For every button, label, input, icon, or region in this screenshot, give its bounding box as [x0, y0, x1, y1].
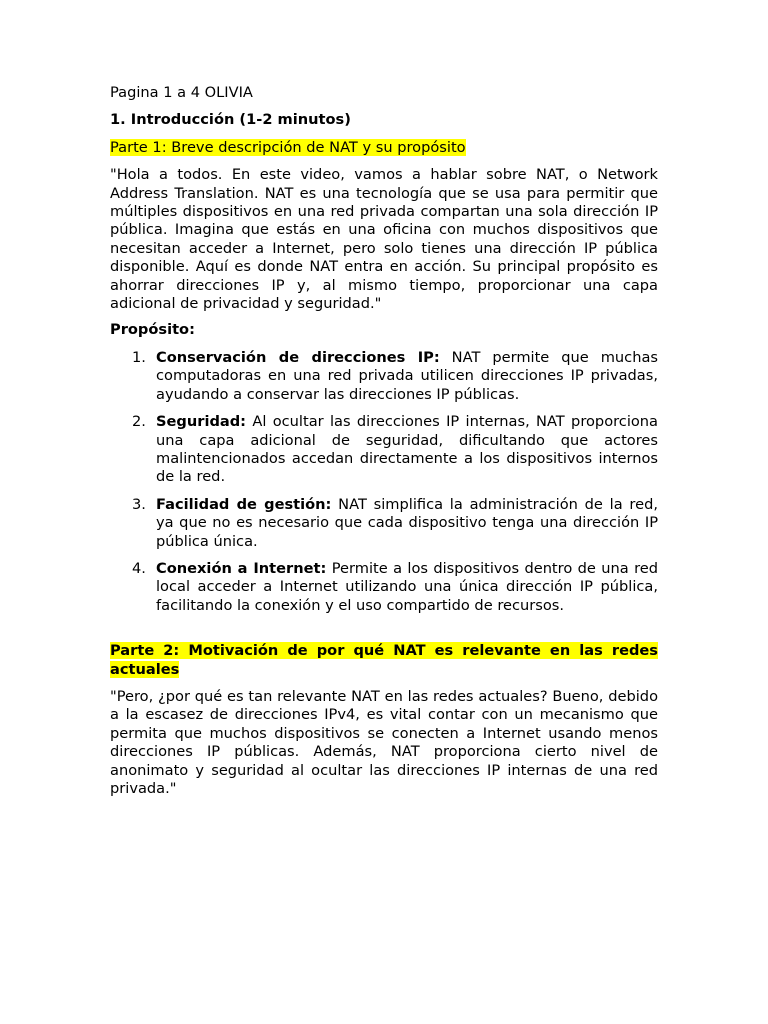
- purpose-item-text: NAT permite que muchas computadoras en una red privada utilicen direcciones IP privadas, ayudando a conservar las direcciones IP públicas.: [156, 348, 658, 403]
- part2-paragraph: "Pero, ¿por qué es tan relevante NAT en las redes actuales? Bueno, debido a la escasez de direcciones IPv4, es vital contar con un mecanismo que permita que muchos dispositivos se conecten a Internet usando menos direcciones IP públicas. Además, NAT proporciona cierto nivel de anonimato y seguridad al ocultar las direcciones IP internas de una red privada.": [110, 687, 658, 797]
- purpose-title: Propósito:: [110, 321, 195, 339]
- part2-heading: [110, 642, 658, 679]
- document-page: [110, 84, 658, 798]
- purpose-item-number: 2.: [132, 413, 146, 431]
- purpose-item-text: Al ocultar las direcciones IP internas, NAT proporciona una capa adicional de seguridad, dificultando que actores malintencionados accedan directamente a los dispositivos internos de la red.: [156, 413, 658, 486]
- purpose-item-term: Facilidad de gestión:: [156, 495, 332, 513]
- purpose-list: [110, 349, 658, 615]
- part2-heading-text: Parte 2: Motivación de por qué NAT es relevante en las redes actuales: [110, 642, 658, 678]
- purpose-item-term: Seguridad:: [156, 413, 247, 431]
- purpose-item-number: 4.: [132, 559, 146, 577]
- purpose-item: [110, 413, 658, 487]
- purpose-item-term: Conservación de direcciones IP:: [156, 348, 440, 366]
- purpose-item-text: NAT simplifica la administración de la red, ya que no es necesario que cada dispositivo tenga una dirección IP pública única.: [156, 495, 658, 550]
- part1-heading-text: Parte 1: Breve descripción de NAT y su propósito: [110, 138, 466, 156]
- purpose-item: [110, 349, 658, 404]
- page-header: Pagina 1 a 4 OLIVIA: [110, 84, 253, 101]
- purpose-item-text: Permite a los dispositivos dentro de una red local acceder a Internet utilizando una única dirección IP pública, facilitando la conexión y el uso compartido de recursos.: [156, 559, 659, 614]
- part1-heading: [110, 139, 658, 157]
- purpose-item-number: 1.: [132, 348, 146, 366]
- purpose-item: [110, 560, 658, 615]
- section-title: 1. Introducción (1-2 minutos): [110, 111, 351, 129]
- part1-paragraph: "Hola a todos. En este video, vamos a hablar sobre NAT, o Network Address Translation. NAT es una tecnología que se usa para permitir que múltiples dispositivos en una red privada compartan una sola dirección IP pública. Imagina que estás en una oficina con muchos dispositivos que necesitan acceder a Internet, pero solo tienes una dirección IP pública disponible. Aquí es donde NAT entra en acción. Su principal propósito es ahorrar direcciones IP y, al mismo tiempo, proporcionar una capa adicional de privacidad y seguridad.": [110, 166, 658, 313]
- purpose-item: [110, 496, 658, 551]
- purpose-item-number: 3.: [132, 495, 146, 513]
- purpose-item-term: Conexión a Internet:: [156, 559, 327, 577]
